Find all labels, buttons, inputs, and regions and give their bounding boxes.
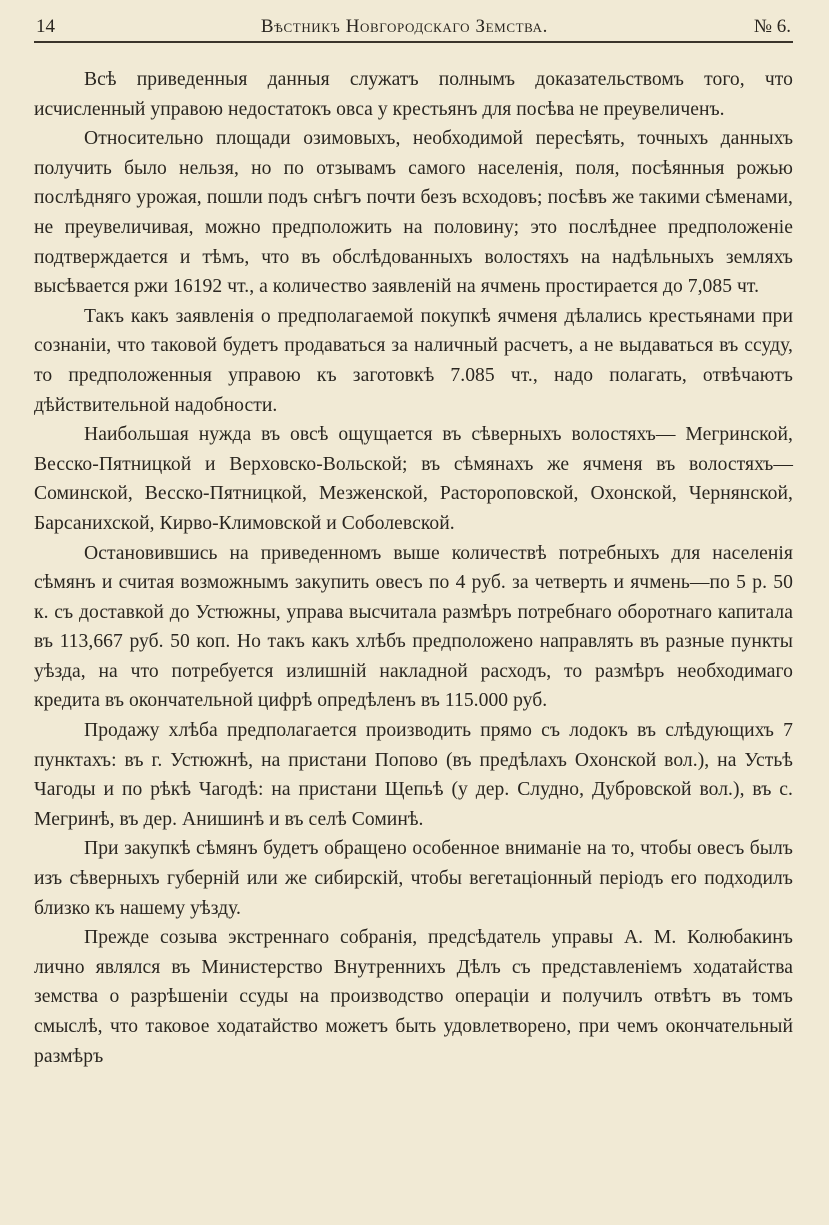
paragraph: Относительно площади озимовыхъ, необходимой пересѣять, точныхъ данныхъ получить было нельзя, но по отзывамъ самого населенія, поля, посѣянныя рожью послѣдняго урожая, пошли подъ снѣгъ почти безъ всходовъ; посѣвъ же такими сѣменами, не преувеличивая, можно предположить на половину; это послѣднее предположеніе подтверждается и тѣмъ, что въ обслѣдованныхъ волостяхъ на надѣльныхъ земляхъ высѣвается ржи 16192 чт., а количество заявленій на ячмень простирается до 7,085 чт. — [34, 128, 793, 298]
paragraph: Продажу хлѣба предполагается производить прямо съ лодокъ въ слѣдующихъ 7 пунктахъ: въ г. Устюжнѣ, на пристани Попово (въ предѣлахъ Охонской вол.), на Устьѣ Чагоды и по рѣкѣ Чагодѣ: на пристани Щепьѣ (у дер. Слудно, Дубровской вол.), въ с. Мегринѣ, въ дер. Анишинѣ и въ селѣ Соминѣ. — [34, 720, 793, 830]
paragraph: При закупкѣ сѣмянъ будетъ обращено особенное вниманіе на то, чтобы овесъ былъ изъ сѣверныхъ губерній или же сибирскій, чтобы вегетаціонный періодъ его подходилъ близко къ нашему уѣзду. — [34, 838, 793, 919]
issue-number: № 6. — [753, 16, 791, 37]
paragraph: Остановившись на приведенномъ выше количествѣ потребныхъ для населенія сѣмянъ и считая возможнымъ закупить овесъ по 4 руб. за четверть и ячмень—по 5 р. 50 к. съ доставкой до Устюжны, управа высчитала размѣръ потребнаго оборотнаго капитала въ 113,667 руб. 50 коп. Но такъ какъ хлѣбъ предположено направлять въ разные пункты уѣзда, на что потребуется излишній накладной расходъ, то размѣръ необходимаго кредита въ окончательной цифрѣ опредѣленъ въ 115.000 руб. — [34, 542, 793, 712]
running-header — [34, 16, 793, 43]
article-body — [34, 65, 793, 1071]
journal-title: Вѣстникъ Новгородскаго Земства. — [260, 16, 548, 37]
paragraph: Наибольшая нужда въ овсѣ ощущается въ сѣверныхъ волостяхъ— Мегринской, Весско-Пятницкой и Верховско-Вольской; въ сѣмянахъ же ячменя въ волостяхъ—Соминской, Весско-Пятницкой, Мезженской, Растороповской, Охонской, Чернянской, Барсанихской, Кирво-Климовской и Соболевской. — [34, 424, 793, 534]
paragraph: Всѣ приведенныя данныя служатъ полнымъ доказательствомъ того, что исчисленный управою недостатокъ овса у крестьянъ для посѣва не преувеличенъ. — [34, 69, 793, 120]
page-number: 14 — [36, 16, 55, 37]
paragraph: Прежде созыва экстреннаго собранія, предсѣдатель управы А. М. Колюбакинъ лично являлся въ Министерство Внутреннихъ Дѣлъ съ представленіемъ ходатайства земства о разрѣшеніи ссуды на производство операціи и получилъ отвѣтъ въ томъ смыслѣ, что таковое ходатайство можетъ быть удовлетворено, при чемъ окончательный размѣръ — [34, 927, 793, 1067]
paragraph: Такъ какъ заявленія о предполагаемой покупкѣ ячменя дѣлались крестьянами при сознаніи, что таковой будетъ продаваться за наличный расчетъ, а не выдаваться въ ссуду, то предположенныя управою къ заготовкѣ 7.085 чт., надо полагать, отвѣчаютъ дѣйствительной надобности. — [34, 305, 793, 416]
